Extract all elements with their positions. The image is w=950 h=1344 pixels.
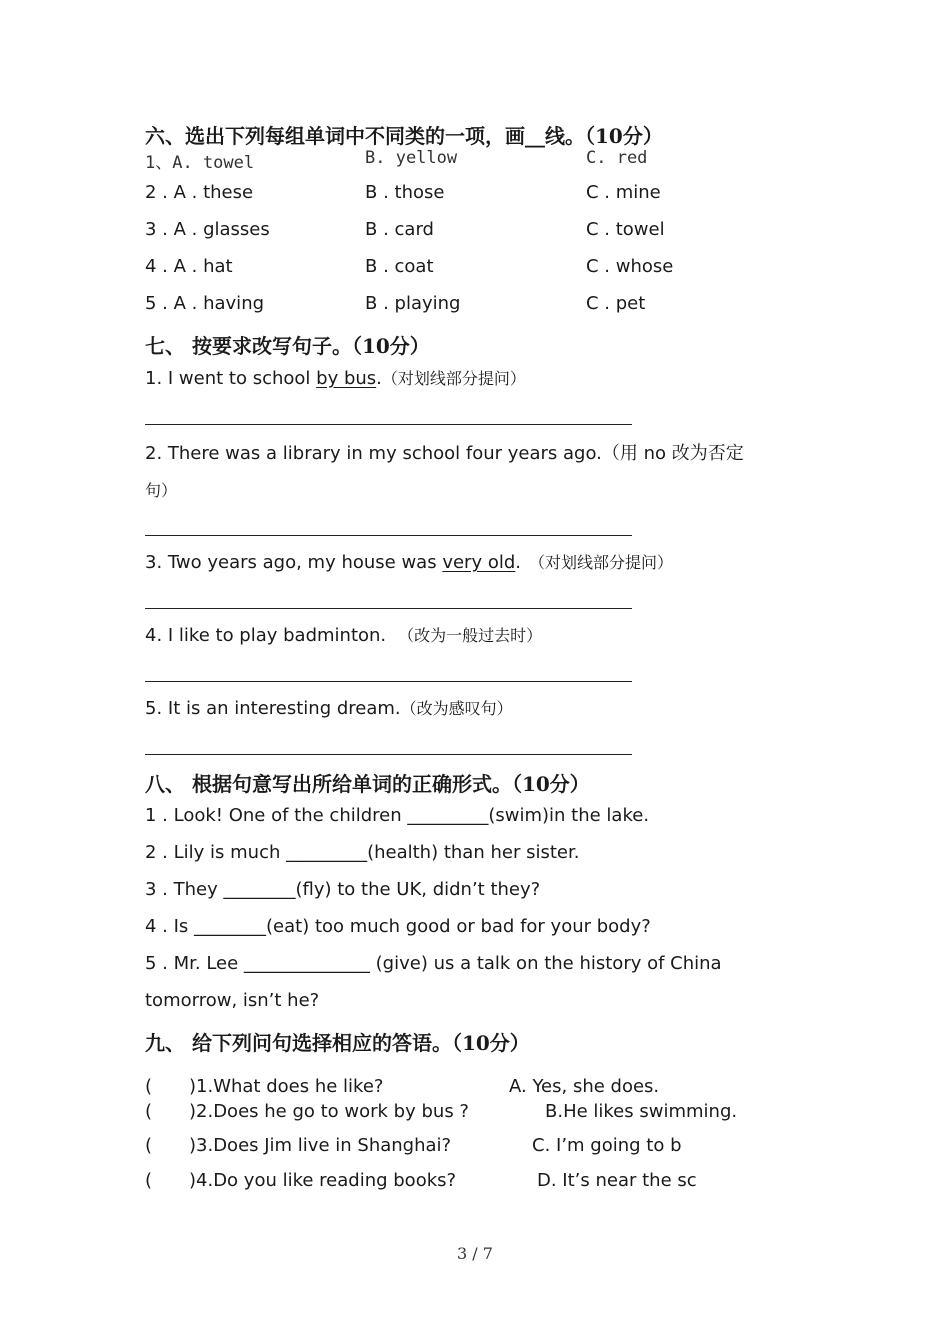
section-9-title: 九、 给下列问句选择相应的答语。（10分）: [145, 1031, 530, 1055]
s7-q1-pre: 1. I went to school: [145, 368, 317, 389]
answer-line-2[interactable]: [145, 535, 632, 536]
answer-line-3[interactable]: [145, 608, 632, 609]
s6-row4-a: 4 . A . hat: [145, 256, 233, 277]
answer-line-5[interactable]: [145, 754, 632, 755]
s7-q3-underlined: very old: [442, 552, 516, 573]
s6-row5-a: 5 . A . having: [145, 293, 265, 314]
s8-item-1: 1 . Look! One of the children _________(swim)in the lake.: [145, 805, 650, 826]
s8-item-2: 2 . Lily is much _________(health) than her sister.: [145, 842, 580, 863]
s9-row3-answer: C. I’m going to b: [532, 1135, 682, 1156]
s8-item-3: 3 . They ________(fly) to the UK, didn’t they?: [145, 879, 541, 900]
s9-row4-answer: D. It’s near the sc: [537, 1170, 697, 1191]
s8-item-5: 5 . Mr. Lee ______________ (give) us a talk on the history of China: [145, 953, 722, 974]
s7-q3-note: （对划线部分提问）: [529, 553, 674, 572]
section-7-title: 七、 按要求改写句子。（10分）: [145, 334, 430, 358]
s7-q1: [145, 366, 526, 389]
s7-q4: [145, 623, 542, 646]
s9-row1-answer: A. Yes, she does.: [509, 1076, 660, 1097]
s6-row2-c: C . mine: [586, 182, 661, 203]
s7-q5-note: （改为感叹句）: [400, 699, 513, 718]
s8-item-4: 4 . Is ________(eat) too much good or bad for your body?: [145, 916, 651, 937]
s6-row4-b: B . coat: [365, 256, 434, 277]
s7-q2-line2: 句）: [145, 481, 178, 500]
s9-row4-question: )4.Do you like reading books?: [189, 1170, 457, 1191]
s7-q3-pre: 3. Two years ago, my house was: [145, 552, 443, 573]
s7-q3-post: .: [515, 552, 521, 573]
s9-row2-question: )2.Does he go to work by bus ?: [189, 1101, 469, 1122]
s7-q1-post: .: [376, 368, 382, 389]
s6-row5-c: C . pet: [586, 293, 646, 314]
s6-row2-b: B . those: [365, 182, 445, 203]
s7-q4-note: （改为一般过去时）: [398, 626, 543, 645]
s7-q5-text: 5. It is an interesting dream.: [145, 698, 401, 719]
s6-row3-c: C . towel: [586, 219, 665, 240]
s7-q4-text: 4. I like to play badminton.: [145, 625, 387, 646]
s8-item-5-cont: tomorrow, isn’t he?: [145, 990, 320, 1011]
s9-row2-paren[interactable]: (: [145, 1101, 153, 1122]
s6-row1-a: 1、A. towel: [145, 153, 255, 173]
s6-row3-a: 3 . A . glasses: [145, 219, 270, 240]
s6-row5-b: B . playing: [365, 293, 461, 314]
answer-line-1[interactable]: [145, 424, 632, 425]
s9-row2-answer: B.He likes swimming.: [545, 1101, 738, 1122]
s6-row3-b: B . card: [365, 219, 434, 240]
s9-row3-question: )3.Does Jim live in Shanghai?: [189, 1135, 452, 1156]
answer-line-4[interactable]: [145, 681, 632, 682]
s6-row4-c: C . whose: [586, 256, 674, 277]
s7-q5: [145, 696, 513, 719]
section-6-title: 六、选出下列每组单词中不同类的一项，画__线。（10分）: [145, 124, 663, 148]
s9-row3-paren[interactable]: (: [145, 1135, 153, 1156]
s9-row1-paren[interactable]: (: [145, 1076, 153, 1097]
s7-q2-line1: 2. There was a library in my school four years ago.（用 no 改为否定: [145, 443, 744, 464]
s7-q3: [145, 550, 673, 573]
page-number: 3 / 7: [457, 1244, 493, 1263]
s6-row2-a: 2 . A . these: [145, 182, 254, 203]
s6-row1-c: C. red: [586, 148, 648, 168]
s7-q1-underlined: by bus: [316, 368, 377, 389]
s6-row1-b: B. yellow: [365, 148, 458, 168]
s7-q1-note: （对划线部分提问）: [381, 369, 526, 388]
s9-row1-question: )1.What does he like?: [189, 1076, 384, 1097]
s9-row4-paren[interactable]: (: [145, 1170, 153, 1191]
section-8-title: 八、 根据句意写出所给单词的正确形式。（10分）: [145, 772, 590, 796]
